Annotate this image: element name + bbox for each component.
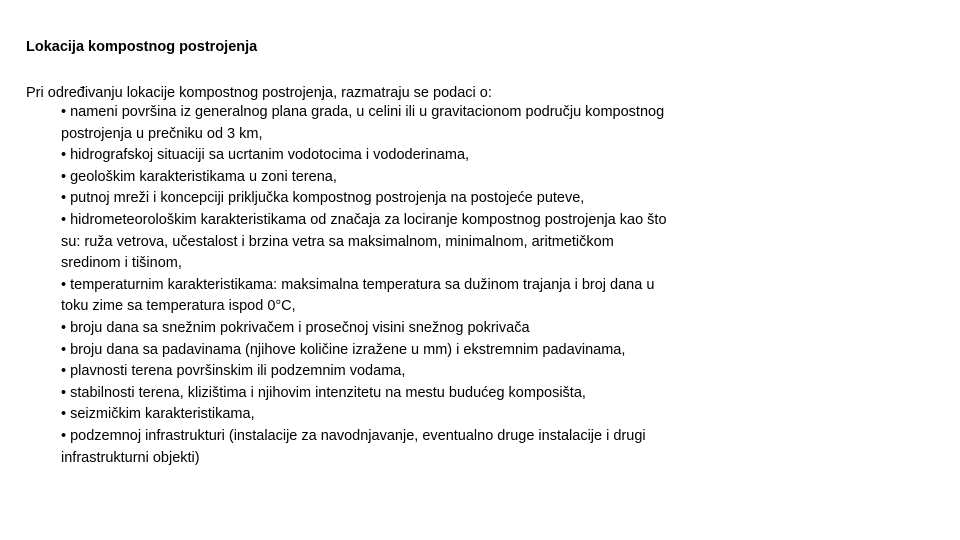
bullet-line: toku zime sa temperatura ispod 0°C, [61, 298, 296, 315]
bullet-item [61, 167, 781, 189]
bullet-line: • putnoj mreži i koncepciji priključka kompostnog postrojenja na postojeće puteve, [61, 190, 585, 207]
bullet-item [61, 361, 781, 383]
document-title: Lokacija kompostnog postrojenja [26, 39, 258, 55]
bullet-line: • stabilnosti terena, klizištima i njihovim intenzitetu na mestu budućeg komposišta, [61, 384, 586, 401]
bullet-item [61, 383, 781, 405]
bullet-line: • seizmičkim karakteristikama, [61, 406, 255, 423]
bullet-item [61, 102, 781, 145]
bullet-list [61, 102, 781, 469]
bullet-line: • nameni površina iz generalnog plana grada, u celini ili u gravitacionom području kompostnog [61, 104, 665, 120]
bullet-line: • broju dana sa snežnim pokrivačem i prosečnoj visini snežnog pokrivača [61, 319, 530, 336]
bullet-line: postrojenja u prečniku od 3 km, [61, 125, 263, 142]
bullet-line: • temperaturnim karakteristikama: maksimalna temperatura sa dužinom trajanja i broj dana u [61, 276, 655, 293]
bullet-line: • geološkim karakteristikama u zoni terena, [61, 168, 337, 185]
bullet-item [61, 318, 781, 340]
bullet-line: • broju dana sa padavinama (njihove količine izražene u mm) i ekstremnim padavinama, [61, 341, 626, 358]
bullet-line: • podzemnoj infrastrukturi (instalacije za navodnjavanje, eventualno druge instalacije i drugi [61, 427, 646, 444]
bullet-item [61, 340, 781, 362]
bullet-item [61, 210, 781, 275]
bullet-line: • plavnosti terena površinskim ili podzemnim vodama, [61, 363, 406, 380]
bullet-line: infrastrukturni objekti) [61, 449, 200, 466]
bullet-line: • hidrometeorološkim karakteristikama od značaja za lociranje kompostnog postrojenja kao što [61, 211, 667, 228]
bullet-item [61, 145, 781, 167]
bullet-item [61, 426, 781, 469]
bullet-line: sredinom i tišinom, [61, 255, 182, 272]
intro-text: Pri određivanju lokacije kompostnog postrojenja, razmatraju se podaci o: [26, 85, 492, 101]
bullet-item [61, 404, 781, 426]
bullet-item [61, 188, 781, 210]
bullet-line: • hidrografskoj situaciji sa ucrtanim vodotocima i vododerinama, [61, 147, 470, 164]
bullet-line: su: ruža vetrova, učestalost i brzina vetra sa maksimalnom, minimalnom, aritmetičkom [61, 233, 614, 250]
bullet-item [61, 275, 781, 318]
